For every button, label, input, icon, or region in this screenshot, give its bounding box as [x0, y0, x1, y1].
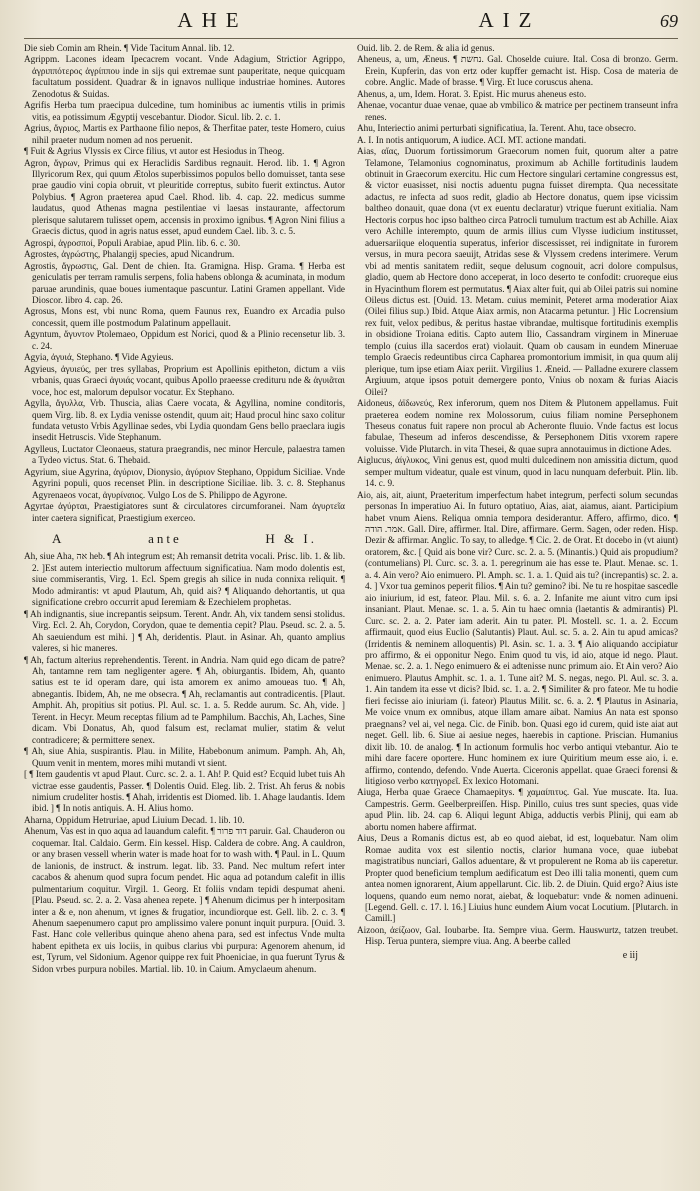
dictionary-entry: Agrifis Herba tum praecipua dulcedine, tum hominibus ac iumentis vtilis in primis vitis, ea potissimum Ægyptij vescebantur. Diodor. Sicul. lib. 2. c. 1.	[24, 100, 345, 122]
dictionary-entry: Ahenum, Vas est in quo aqua ad lauandum calefit. ¶ דוד פרור paruir. Gal. Chauderon ou coquemar. Ital. Caldaio. Germ. Ein kessel. Hisp. Caldera de cobre. Ang. A cauldron, or any brasen vessell wherin water is made hoat for to wash with. ¶ Paul. in L. Quum de lanionis, de instruct. & instrum. legat. lib. 33. Pand. Nec multum refert inter cacabos & ahenum quod supra focum pendet. Hic aqua ad potandum calefit in illis pulmentarium coquitur. Virgil. 1. Georg. Et foliis vndam tepidi despumat aheni. [Plau. Pseud. sc. 2. a. 2. Vasa ahenea repete. ] ¶ Ahenum dicimus per h interpositam inter a & e, non ahenum, vt ignes & frugatior, incundiorque est. Gell. lib. 2. c. 3. ¶ Ahenum saepenumero caput pro amplissimo valere ponunt inquit purpura. [Ouid. 3. Fast. Hanc cole velleribus quinque aheno ahena para, sed est infectus Vnde multa habent epitheta ex uis lociis, in quibus clarius vbi purpura: Agenorem ahenum, id est, Tyrum, vel Sidonium. Agenor quippe rex fuit Phoeniciae, in qua fuerunt Tyrus & Sidon vrbes purpura nobiles. Martial. lib. 10. in Caium. Amyclaeum ahenum.	[24, 826, 345, 974]
dictionary-entry: Aharna, Oppidum Hetruriae, apud Liuium Decad. 1. lib. 10.	[24, 814, 245, 825]
dictionary-entry: Agrostis, ἄγρωστις, Gal. Dent de chien. Ita. Gramigna. Hisp. Grama. ¶ Herba est geniculatis per terram ramulis serpens, folia habens oblonga & acuminata, in modum paruae arundinis, quae boues iumentaque pascuntur. Latini Gramen appellant. Vide Dioscor. libro 4. cap. 26.	[24, 260, 345, 305]
dictionary-entry: Agrospi, ἀγροσποί, Populi Arabiae, apud Plin. lib. 6. c. 30.	[24, 237, 241, 248]
dictionary-entry: A. I. In notis antiquorum, A iudice. ACI. MT. actione mandati.	[357, 134, 587, 145]
dictionary-entry: Agyieus, ἀγυιεύς, per tres syllabas, Proprium est Apollinis epitheton, dictum a viis vrbanis, quas Graeci ἀγυιάς vocant, quibus Apollo praeesse credituru nde & ἀγυιᾶται voce, hoc est, malorum depulsor vocatur. Ex Stephano.	[24, 363, 345, 397]
dictionary-entry: Aius, Deus a Romanis dictus est, ab eo quod aiebat, id est, loquebatur. Nam olim Romae audita vox est silentio noctis, clarior humana voce, quae iubebat magistratibus nunciari, Gallos aduentare, & vt propulerent ne Roma ab iis caperetur. Propter quod beneficium templum aedificatum est Deo illi talia monenti, quem cum antea nomen ignorarent, Aium appellarunt. Cic. lib. 2. de Diuin. Quid ergo? Aius iste loquens, quando eum nemo norat, aiebat, & loquebatur: vnde & nomen adinueni. [Legend. Gell. c. 17. l. 16.] Liuius hunc eundem Aium vocat Locutium. [Plutarch. in Camill.]	[357, 833, 678, 924]
running-head-right: AIZ	[478, 8, 541, 32]
dictionary-entry: Aiuga, Herba quae Graece Chamaepitys. ¶ χαμαίπιτυς. Gal. Yue muscate. Ita. Iua. Campestris. Germ. Geelberpreiſſen. Hisp. Pinillo, cuius tres sunt species, quas vide apud Plin. lib. 24. cap 6. Aliqui legunt Abiga, adductis verbis Plinij, qui eam ab abortu nomen habere affirmat.	[357, 787, 678, 832]
dictionary-entry: Agron, ἄγρων, Primus qui ex Heraclidis Sardibus regnauit. Herod. lib. 1. ¶ Agron Illyricorum Rex, qui quum Ætolos superbissimos populos bello domuisset, tanta sese prae gaudio vini copia obruit, vt pleuritide correptus, subito fuerit extinctus. Autor Polybius. ¶ Agron praeterea apud Cael. Rhod. lib. 4. cap. 22. medicus summe laudatus, quod Athenas magna pestilentiae vi laesas instaurante, affectorum plerisque salutarem tulisset opem, accensis in proximo ignibus. ¶ Agron Nini filius a Graecis dictus, quod in agris natus esset, apud eundem Cael. lib. 3. c. 5.	[24, 157, 345, 237]
dictionary-entry: Agrosus, Mons est, vbi nunc Roma, quem Faunus rex, Euandro ex Arcadia pulso concessit, quem ille postmodum Palatinum appellauit.	[24, 306, 345, 328]
section-heading-letters: H & I.	[265, 531, 317, 547]
dictionary-entry: [ ¶ Item gaudentis vt apud Plaut. Curc. sc. 2. a. 1. Ah! P. Quid est? Ecquid lubet tuis Ah victrae esse gaudentis, Passer. ¶ Dolentis Ouid. Eleg. lib. 2. Trist. Ah ferus & nobis nimium crudeliter hostis. ¶ Ahah, irridentis est Diomed. lib. 1. Ahage laudantis. Idem ibid. ] ¶ In notis antiquis. A. H. Alius homo.	[24, 769, 345, 814]
dictionary-entry: Ah, siue Aha, אה heb. ¶ Ah integrum est; Ah remansit detrita vocali. Prisc. lib. 1. & lib. 2. ]Est autem interiectio multorum affectuum significatiua. Nam modo dolentis est, siue commiserantis, Virg. 1. Ecl. Spem gregis ah silice in nuda connixa reliquit. ¶ Modo admirantis: vt apud Plautum, Ah, quid ais? ¶ Aliquando dehortantis, ut qua significatione crebro occurrit apud Ieremiam & Ezechielem prophetas.	[24, 551, 345, 608]
signature-mark: e iij	[622, 949, 638, 961]
dictionary-entry: Aio, ais, ait, aiunt, Praeteritum imperfectum habet integrum, perfecti solum secundas personas In imperatiuo Ai. In futuro optatiuo, Aias, aiat, aiamus, aiant. Participium habet vnum Aiens. Reliqua omnia tempora desiderantur. Affero, affirmo, dico. ¶ אמר. הודה. Gall. Dire, affirmer. Ital. Dire, affirmare. Germ. Sagen, oder reden. Hisp. Dezir & affirmar. Anglic. To say, to alledge. ¶ Cic. 2. de Orat. Et docebo in (vt aiunt) oratorem, &c. [ Quid ais bone vir? Curc. sc. 2. a. 5. (Minantis.) Quid ais propudium? (contumelians) Pl. Curc. sc. 3. a. 1. peregrinum aie has esse te. Plaut. Menae. sc. 1. a. 4. Ain vero? Aio enimuero. Pl. Amph. sc. 1. a. 1. Quid ais tu? (increpantis) sc. 2. a. 4. ] Vxor tua geminos peperit filios. ¶ Ain tu? gemino? ibi. Ne tu re hospitae sascedle aio iniurium, id est, fateor. Plau. Mil. s. 6. a. 2. Infanite me aiunt vitro cum ipsi insaniant. Plaut. Menae. sc. 1. a. 5. Ain tu haec omnia (laetantis & admirantis) Pl. Curc. sc. 2. a. 2. Pater iam aderit. Ain tu pater. Pl. Mostell. sc. 1. a. 2. Eccum affirmauit, quod eius Euclio (Salutantis) Plaut. Aul. sc. 5. a. 2. Ain tu apud amicas? (Irridentis & neminem alloquentis) Pl. Asin. sc. 1. a. 3. ¶ Aio aliquando accipiatur pro affirmo, & ei opponitur Nego. Enim quod tu vis, id aio, atque id nego. Plaut. Menae. sc. 2. a. 1. Nego enimuero & ei adtenisse nunc primum aio. Et Ain vero? Aio enimuero. Plautus Amphit. sc. 1. a. 1. Tune ait? M. S. negas, nego. Pl. Aul. sc. 3. a. 1. Ain tandem ita esse vt dicis? Ibid. sc. 1. a. 2. ¶ Similiter & pro fateor. Me tu hodie fieri fecisse aio iniuriam (i. fateor) Plautus Milit. sc. 6. a. 2. ¶ Plautus in Asinaria, Me voice vnum ex omnibus, atque illam amare aibat. Namius An nata est sponso praegnans? vel ai, vel nega. Cic. de Finib. bon. Quasi ego id curem, quid iste aiat aut neget. Gell. lib. 6. Siue ai aesiue neges, haerebis in captione. Priscian. Humanius dixit lib. 10. de analog. ¶ In actionum formulis hoc verbo antiqui vtebantur. Aio te mihi dare facere oportere. Hunc hominem ex iure Quiritium meum esse aio, i. e. affirmo, contendo, defendo. Vnde Auerta. Ciceronis appellat. quae Graeci forensi & litigioso verbo κατηγορεῖ. Ex lexico Hotomani.	[357, 489, 679, 786]
dictionary-entry: Ouid. lib. 2. de Rem. & alia id genus.	[357, 43, 495, 53]
dictionary-entry: ¶ Ah, siue Ahia, suspirantis. Plau. in Milite, Habebonum animum. Pamph. Ah, Ah, Quum venit in mentem, mores mihi mutandi vt sient.	[24, 746, 345, 768]
dictionary-entry: Ahenae, vocantur duae venae, quae ab vmbilico & matrice per pectinem transeunt infra renes.	[357, 100, 678, 122]
dictionary-entry: Aizoon, ἀείζωον, Gal. Ioubarbe. Ita. Sempre viua. Germ. Hauswurtz, tatzen treubet. Hisp. Terua puntera, siempre viua. Ang. A beerbe called	[357, 924, 678, 947]
dictionary-entry: Aheneus, a, um, Æneus. ¶ נחשת. Gal. Choselde cuiure. Ital. Cosa di bronzo. Germ. Erein, Kupferin, das von ertz oder kupffer gemacht ist. Hisp. Cosa de materia de cobre. Anglic. Made of brasse. ¶ Virg. Et luce coruscus ahena.	[357, 54, 679, 88]
section-heading-word: ante	[148, 531, 182, 547]
dictionary-entry: ¶ Ah, factum alterius reprehendentis. Terent. in Andria. Nam quid ego dicam de patre? Ah, tantamne rem tam negligenter agere. ¶ Ah, obiurgantis. Ibidem, Ah, quanto satius est te id operam dare, qui ista amorem ex animo amoueas tuo. ¶ Ah, abnegantis. Ibidem, Ah, ne me obsecra. ¶ Ah, reclamantis aut contradicentis. [Plaut. Amphit. Ah, propitius sit potius. Pl. Aul. sc. 1. a. 5. Redde aurum. Sc. Ah, vide. ] Terent. in Hecyr. Meum receptas filium ad te Pamphilum. Bacchis, Ah, Laches, Sine dicam. Vbi Donatus, Ah, quod falsum est, reclamat mulier, statim & velut contradicere; & permittere senex.	[24, 654, 345, 745]
dictionary-entry: Agrius, ἄγριος, Martis ex Parthaone filio nepos, & Therfitae pater, teste Homero, cuius nihil praeter nudum nomen ad nos peruenit.	[24, 123, 345, 145]
dictionary-entry: Ahu, Interiectio animi perturbati significatiua, Ia. Terent. Ahu, tace obsecro.	[357, 123, 637, 134]
dictionary-entry: Agyrtae ἀγύρται, Praestigiatores sunt & circulatores circumforanei. Nam ἀγυρτεῖα inter caetera significat, Praestigium exerceo.	[24, 501, 345, 523]
right-column	[357, 43, 678, 975]
dictionary-entry: Agylleus, Luctator Cleonaeus, statura praegrandis, nec minor Hercule, palaestra tamen a Tydeo victus. Stat. 6. Thebaid.	[24, 443, 345, 466]
dictionary-entry: Agyntum, ἄγυντον Ptolemaeo, Oppidum est Norici, quod & a Plinio recensetur lib. 3. c. 24.	[24, 329, 345, 351]
dictionary-entry: Ahenus, a, um, Idem. Horat. 3. Epist. Hic murus aheneus esto.	[357, 88, 587, 99]
dictionary-entry: Die sieb Comin am Rhein. ¶ Vide Tacitum Annal. lib. 12.	[24, 43, 235, 53]
dictionary-entry: Aiglucus, ἀίγλυκος, Vini genus est, quod multi dulcedinem non amissitia dictum, quod semper multum videatur, quale est vinum, quod in lacu nunquam deferbuit. Plin. lib. 14. c. 9.	[357, 455, 678, 489]
dictionary-entry: ¶ Fuit & Agrius Vlyssis ex Circe filius, vt autor est Hesiodus in Theog.	[24, 146, 285, 157]
two-column-body	[24, 43, 678, 975]
dictionary-entry: Agrostes, ἀγρώστης, Phalangij species, apud Nicandrum.	[24, 249, 235, 260]
dictionary-entry: Agrippm. Lacones ideam Ipecacrem vocant. Vnde Adagium, Strictior Agrippo, ἀγριππότερος ἀγρίππου inde in sijs qui extremae sunt pauperitate, neque quicquam facultatum possident. Quadrar & in ignavos nullique industriae homines. Autores Zenodotus & Suidas.	[24, 54, 345, 99]
section-heading	[24, 524, 345, 551]
dictionary-entry: Aias, αἴας, Duorum fortissimorum Graecorum nomen fuit, quorum alter a patre Telamone, Telamonius cognominatus, proximum ab Achille fortitudinis laudem obtinuit in Graecorum exercitu. Hic cum Hectore singulari certamine congressus est, & victor euasisset, nisi noctis aduentu pugna fuisset dirempta. Qua necessitate adactus, re infecta ad suos redit, gladio ab Hectore donatus, quem ipse vicissim baltheo donauit, quae dona (vt ex euentu declaratur) vtrique fuerunt exitialia. Nam Hectoris corpus hoc ipso baltheo circa Patrocli tumulum tractum est ab Achille. Aiax vero Achille interempto, quum de armis illius cum Vlysse iudicium institusset, aduersariique eloquentia superatus, inferior discessisset, rei indignitate in furorem versus, in mura pecora saeuijt, Atridas sese & Vlyssem credens interimere. Verum vbi ad mentis sanitatem rediit, seque delusum cognouit, acri dolore compulsus, gladio, quem ab Hectore dono acceperat, in loco deserto te confodit: cruoreque eius in Hyacinthum florem est permutatus. ¶ Aiax alter fuit, qui ab Oilei patris sui nomine Oileus dictus est. [Ouid. 13. Metam. cuius meminit, Peteret arma moderatior Aiax (Oilei filius sup.) Ibid. Atque Aiax armis, non Atacarma petuntur. ] Hic Locrensium rex fuit, velox pedibus, & peritus hastae vibrandae, multisque fortitudinis exemplis in obsidione Troiana editis. Capto autem Ilio, Cassandram virginem in Mineruae templo (cuius illa sacerdos erat) violauit. Quam ob causam in eundem Mineruae templo Graecis redeuntibus circa Capharea promontorium immisit, in qua quum alij plerique, tum ipse etiam Aiax periit. Virgilius 1. Æneid. — Palladne exurere classem Argiuum, atque ipsos potuit demergere ponto, Vnius ob noxam & furias Aiacis Oilei?	[357, 146, 678, 397]
section-heading-letter: A	[52, 531, 65, 547]
dictionary-entry: Agyia, ἀγυιά, Stephano. ¶ Vide Agyieus.	[24, 352, 174, 363]
dictionary-entry: Aidoneus, ἀϊδωνεύς, Rex inferorum, quem nos Ditem & Plutonem appellamus. Fuit praeterea eodem nomine rex Molossorum, cuius filiam nomine Persephonem Theseus conatus fuit rapere non procul ab Acheronte fluuio. Vnde factus est locus fabulae, Theseum ad inferos descendisse, & Persephonem Ditis vxorem rapere voluisse. Vide Plutarch. in vita Thesei, & quae supra annotauimus in dictione Ades.	[357, 398, 678, 454]
page-number: 69	[660, 11, 678, 31]
running-head-left: AHE	[177, 8, 248, 32]
dictionary-entry: Agylla, ἄγυλλα, Vrb. Thuscia, alias Caere vocata, & Agyllina, nomine conditoris, quem Virg. lib. 8. ex Lydia venisse ostendit, quum ait; Haud procul hinc saxo colitur fundata vetusto Vrbis Agyllinae sedes, vbi Lydia quondam Gens bello praeclara iugis insedit Hetruscis. Vide Stephanum.	[24, 398, 345, 443]
dictionary-entry: ¶ Ah indignantis, siue increpantis seipsum. Terent. Andr. Ah, vix tandem sensi stolidus. Virg. Ecl. 2. Ah, Corydon, Corydon, quae te dementia cepit? Plau. Pseud. sc. 2. a. 5. Ah saeuiendum est mihi. ] ¶ Ah, deridentis. Plaut. in Asinar. Ah, quanto amplius valeres, si hic maneres.	[24, 608, 345, 654]
running-head	[24, 8, 678, 39]
left-column	[24, 43, 345, 975]
dictionary-entry: Agyrium, siue Agyrina, ἀγύριον, Dionysio, ἀγύριον Stephano, Oppidum Siciliae. Vnde Agyrini populi, quos recenset Plin. in descriptione Siciliae. lib. 3. c. 8. Stephanus Agyrenaeos vocat, ἀγυρίναιος. Vulgo Los de S. Philippo de Agyrone.	[24, 466, 345, 500]
